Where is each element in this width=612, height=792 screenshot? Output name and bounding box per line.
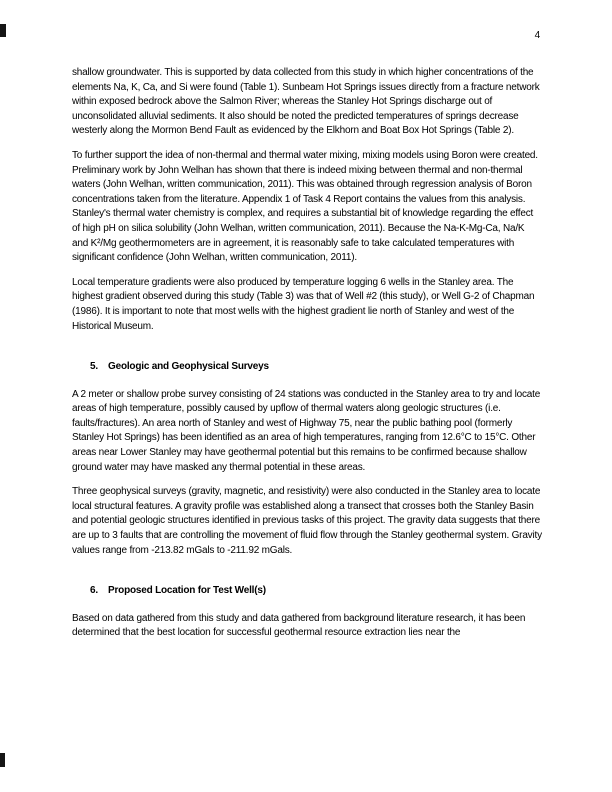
section-heading-proposed-location <box>72 584 542 599</box>
paragraph-boron-mixing: To further support the idea of non-thermal and thermal water mixing, mixing models using Boron were created. Preliminary work by John Welhan has shown that there is indeed mixing between thermal and non-thermal waters (John Welhan, written communication, 2011). This was obtained through regression analysis of Boron concentrations taken from the literature. Appendix 1 of Task 4 Report contains the values from this analysis. Stanley's thermal water chemistry is complex, and requires a substantial bit of knowledge regarding the effect of high pH on silica solubility (John Welhan, written communication, 2011). Because the Na-K-Mg-Ca, Na/K and K²/Mg geothermometers are in agreement, it is reasonably safe to take calculated temperatures with significant confidence (John Welhan, written communication, 2011). <box>72 149 538 264</box>
section-title: Proposed Location for Test Well(s) <box>108 585 266 597</box>
page-number: 4 <box>534 30 540 41</box>
paragraph-geophysical-surveys: Three geophysical surveys (gravity, magnetic, and resistivity) were also conducted in the Stanley area to locate local structural features. A gravity profile was established along a transect that crosses both the Stanley Basin and potential geologic structures identified in previous tasks of this project. The gravity data suggests that there are up to 3 faults that are controlling the movement of fluid flow through the Stanley geothermal system. Gravity values range from -213.82 mGals to -211.92 mGals. <box>72 486 542 556</box>
section-number: 5. <box>90 361 98 373</box>
document-body <box>72 66 542 651</box>
section-heading-geologic-geophysical <box>72 360 542 375</box>
paragraph-groundwater: shallow groundwater. This is supported by data collected from this study in which higher concentrations of the elements Na, K, Ca, and Si were found (Table 1). Sunbeam Hot Springs issues directly from a fracture network within exposed bedrock above the Salmon River; whereas the Stanley Hot Springs discharge out of unconsolidated alluvial sediments. It also should be noted the predicted temperatures of springs decrease westerly along the Mormon Bend Fault as evidenced by the Elkhorn and Boat Box Hot Springs (Table 2). <box>72 67 540 137</box>
section-title: Geologic and Geophysical Surveys <box>108 361 269 373</box>
paragraph-probe-survey: A 2 meter or shallow probe survey consisting of 24 stations was conducted in the Stanley area to try and locate areas of high temperature, possibly caused by upflow of thermal waters along geologic structures (i.e. faults/fractures). An area north of Stanley and west of Highway 75, near the public bathing pool (formerly Stanley Hot Springs) has been identified as an area of high temperatures, ranging from 12.6°C to 15°C. Other areas near Lower Stanley may have geothermal potential but this remains to be confirmed because shallow ground water may have masked any thermal potential in these areas. <box>72 388 541 473</box>
paragraph-temperature-gradients: Local temperature gradients were also produced by temperature logging 6 wells in the Stanley area. The highest gradient observed during this study (Table 3) was that of Well #2 (this study), or Well G-2 of Chapman (1986). It is important to note that most wells with the highest gradient lie north of Stanley and west of the Historical Museum. <box>72 276 535 332</box>
scan-artifact-top-left <box>0 24 6 37</box>
paragraph-best-location: Based on data gathered from this study and data gathered from background literature research, it has been determined that the best location for successful geothermal resource extraction lies near the <box>72 612 526 639</box>
section-number: 6. <box>90 585 98 597</box>
scan-artifact-bottom-left <box>0 753 5 767</box>
